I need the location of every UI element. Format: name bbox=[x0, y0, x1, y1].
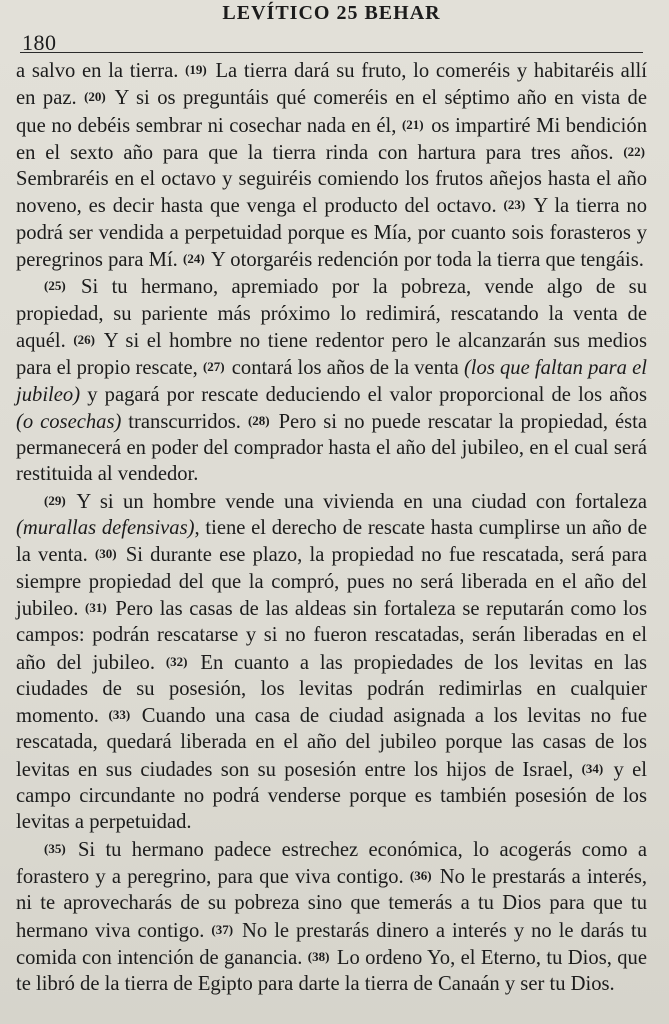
verse-text: Y si os preguntáis qué comeréis en el séptimo año en vista de que no debéis sembrar ni cosechar nada en él, bbox=[16, 87, 647, 137]
italic-note: (los que faltan para el jubileo) bbox=[16, 357, 647, 406]
verse-text: Pero las casas de las aldeas sin fortaleza se reputarán como los campos: podrán rescatarse y si no fueron rescatadas, serán liberadas en el año del jubileo. bbox=[16, 597, 647, 674]
verse-text: No le prestarás dinero a interés y no le darás tu comida con intención de ganancia. bbox=[16, 919, 647, 969]
verse-number: (28) bbox=[247, 412, 270, 428]
verse-number: (37) bbox=[211, 921, 234, 937]
verse-text: Si durante ese plazo, la propiedad no fue rescatada, será para siempre propiedad del que la compró, pues no será liberada en el año del jubileo. bbox=[16, 544, 647, 620]
running-title: LEVÍTICO 25 BEHAR bbox=[222, 2, 441, 24]
paragraph bbox=[16, 836, 647, 998]
verse-number: (22) bbox=[623, 143, 645, 159]
verse-text: Cuando una casa de ciudad asignada a los levitas no fue rescatada, quedará liberada en el año del jubileo porque las casas de los levitas en sus ciudades son su posesión entre los hijos de Israel, bbox=[16, 705, 647, 781]
verse-text: y el campo circundante no podrá venderse porque es también posesión de los levitas a perpetuidad. bbox=[16, 758, 648, 834]
verse-text: Pero si no puede rescatar la propiedad, ésta permanecerá en poder del comprador hasta el año del jubileo, en el cual será restituida al vendedor. bbox=[16, 410, 647, 486]
verse-text: No le prestarás a interés, ni te aprovecharás de su pobreza sino que temerás a tu Dios para que tu hermano viva contigo. bbox=[16, 865, 647, 942]
italic-note: (murallas defensivas) bbox=[16, 517, 195, 540]
verse-text: a salvo en la tierra. bbox=[16, 60, 186, 82]
verse-number: (38) bbox=[307, 948, 330, 964]
verse-number: (32) bbox=[165, 653, 188, 669]
verse-text: y pagará por rescate deduciendo el valor proporcional de los años bbox=[80, 383, 647, 406]
verse-number: (21) bbox=[401, 116, 424, 132]
paragraph bbox=[16, 488, 647, 836]
verse-number: (20) bbox=[84, 89, 106, 105]
verse-number: (33) bbox=[108, 707, 131, 723]
verse-text: Y otorgaréis redención por toda la tierra que tengáis. bbox=[206, 249, 644, 272]
verse-text: Si tu hermano, apremiado por la pobreza, vende algo de su propiedad, su pariente más próximo lo redimirá, rescatando la venta de aquél. bbox=[16, 276, 647, 352]
verse-text: os impartiré Mi bendición en el sexto año para que la tierra rinda con hartura para tres años. bbox=[16, 114, 647, 164]
verse-number: (26) bbox=[73, 331, 95, 347]
verse-text: En cuanto a las propiedades de los levitas en las ciudades de su posesión, los levitas podrán redimirlas en cualquier momento. bbox=[16, 651, 648, 728]
verse-text: Y si el hombre no tiene redentor pero le alcanzarán sus medios para el propio rescate, bbox=[16, 329, 647, 380]
verse-number: (23) bbox=[503, 197, 526, 213]
verse-number: (25) bbox=[44, 278, 66, 294]
verse-text: Y la tierra no podrá ser vendida a perpetuidad porque es Mía, por cuanto sois forasteros y peregrinos para Mí. bbox=[16, 195, 647, 272]
verse-number: (34) bbox=[581, 760, 604, 776]
verse-text: Y si un hombre vende una vivienda en una ciudad con fortaleza bbox=[67, 490, 647, 513]
verse-text: Sembraréis en el octavo y seguiréis comiendo los frutos añejos hasta el año noveno, es decir hasta que venga el producto del octavo. bbox=[16, 168, 647, 218]
verse-number: (35) bbox=[44, 840, 66, 856]
italic-note: (o cosechas) bbox=[16, 410, 122, 433]
paragraph bbox=[16, 57, 647, 273]
verse-number: (30) bbox=[94, 546, 117, 562]
verse-number: (31) bbox=[85, 599, 107, 615]
verse-number: (36) bbox=[409, 867, 432, 883]
verse-text: La tierra dará su fruto, lo comeréis y habitaréis allí en paz. bbox=[16, 60, 647, 110]
verse-text: contará los años de la venta bbox=[226, 357, 464, 380]
body-text bbox=[16, 57, 647, 997]
page-number: 180 bbox=[22, 30, 57, 55]
verse-number: (27) bbox=[202, 359, 225, 375]
verse-text: Lo ordeno Yo, el Eterno, tu Dios, que te libró de la tierra de Egipto para darte la tierra de Canaán y ser tu Dios. bbox=[16, 946, 647, 996]
verse-number: (29) bbox=[44, 492, 66, 508]
verse-number: (19) bbox=[185, 62, 207, 77]
paragraph bbox=[16, 273, 647, 487]
verse-text: transcurridos. bbox=[121, 410, 248, 433]
verse-text: , tiene el derecho de rescate hasta cumplirse un año de la venta. bbox=[16, 517, 647, 567]
page-header bbox=[20, 0, 643, 53]
verse-number: (24) bbox=[182, 251, 205, 267]
verse-text: Si tu hermano padece estrechez económica, lo acogerás como a forastero y a peregrino, para que viva contigo. bbox=[16, 838, 647, 888]
